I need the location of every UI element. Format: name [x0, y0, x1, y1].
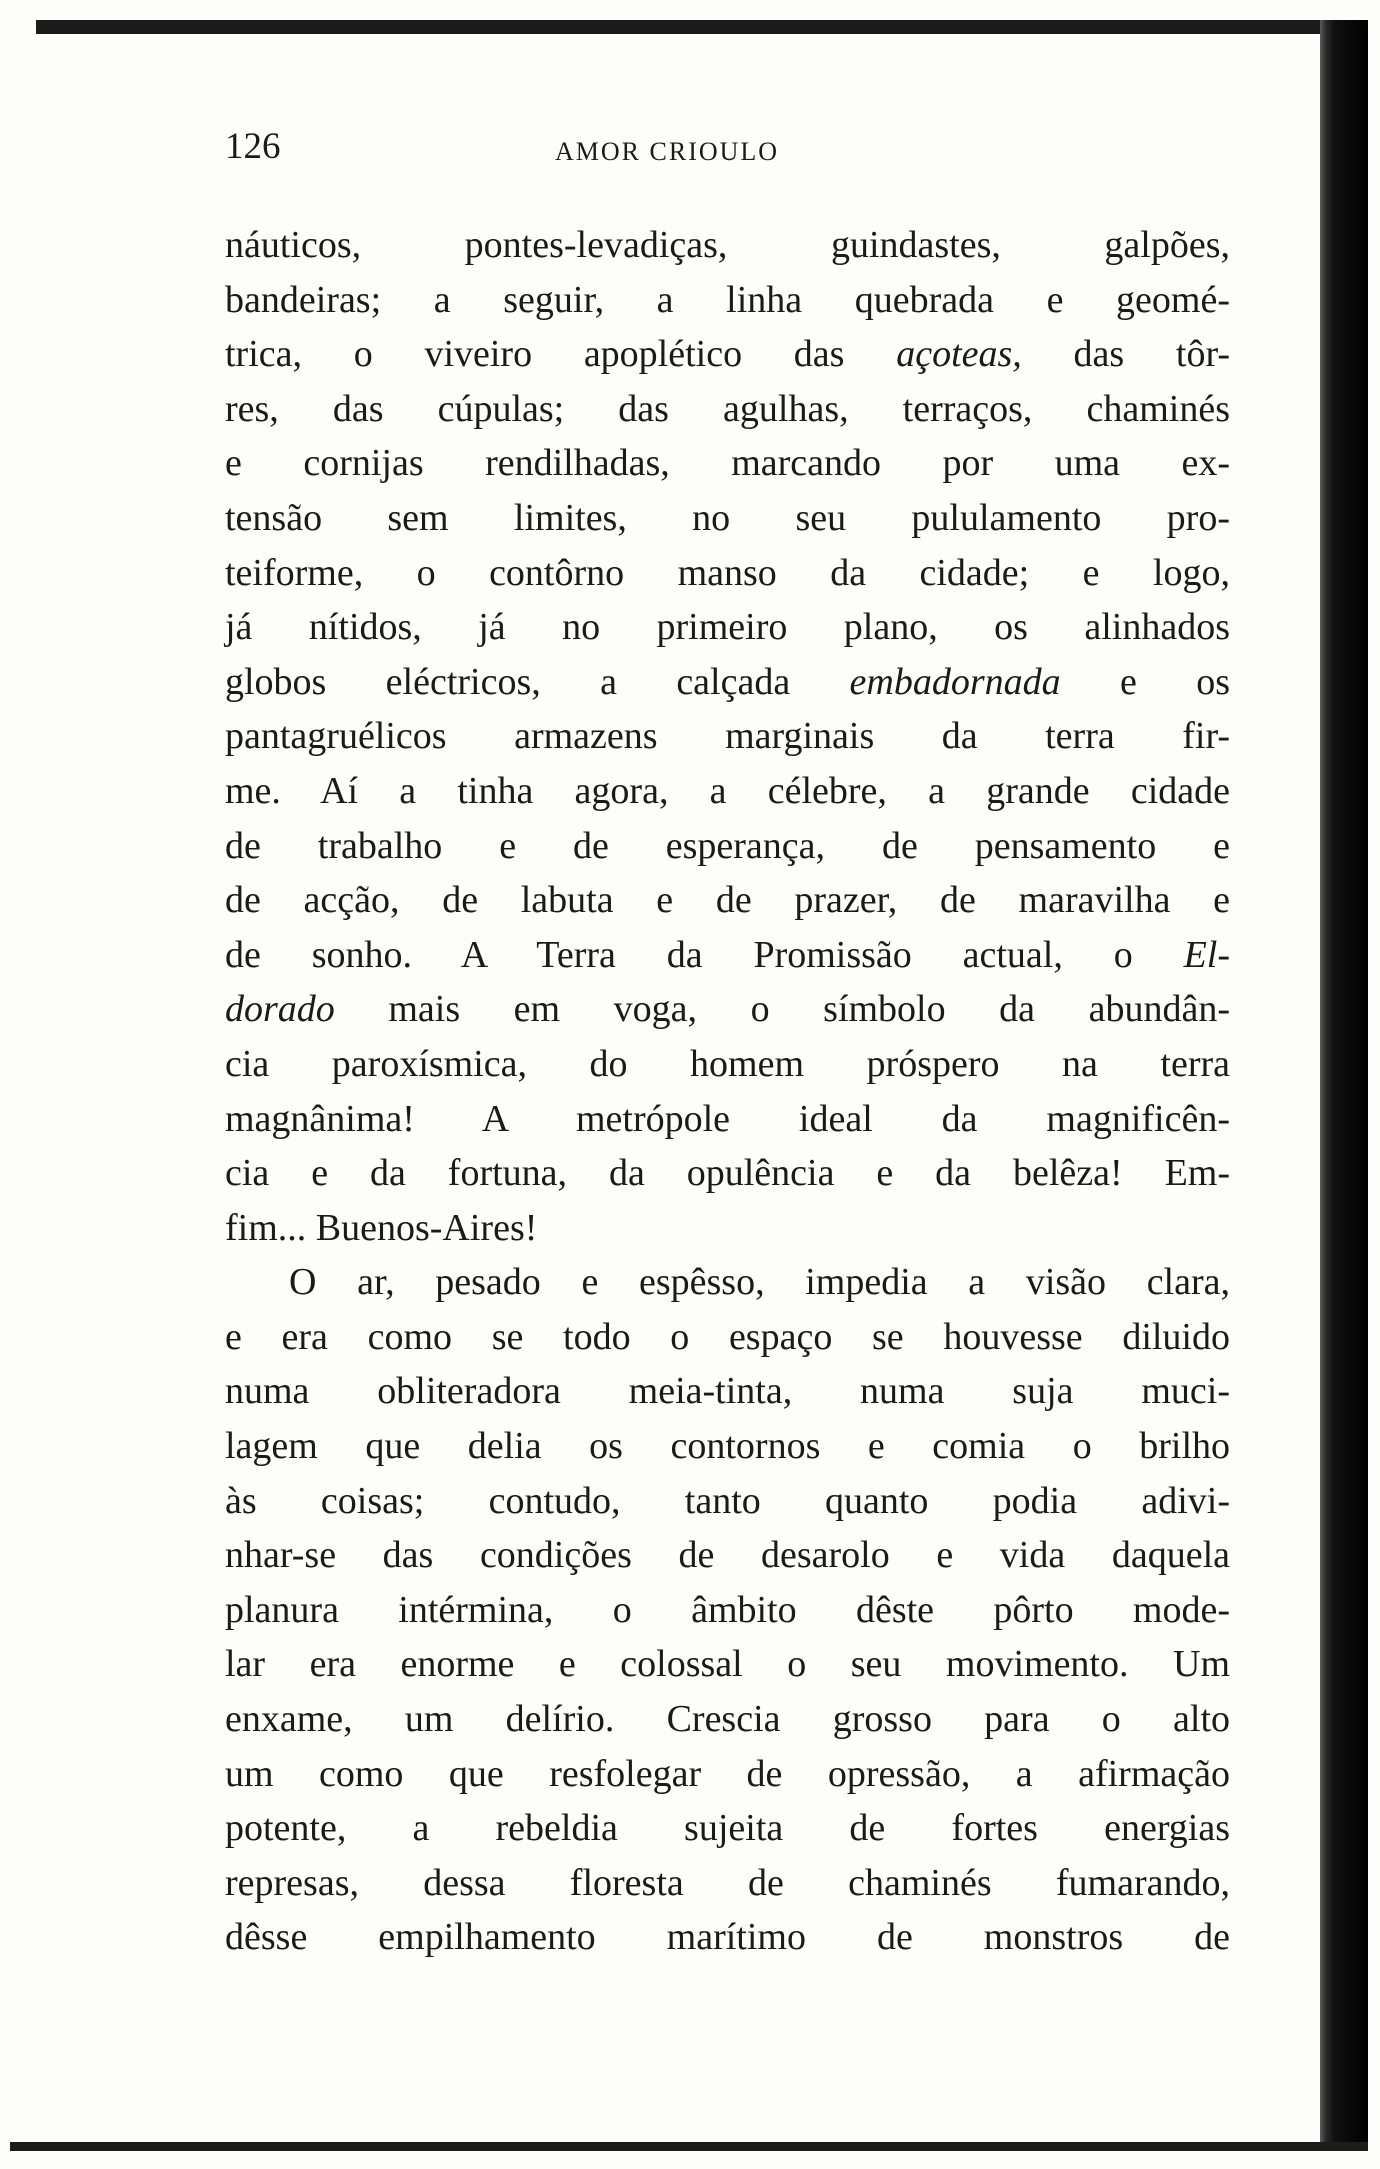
text-line: trica, o viveiro apoplético das açoteas, das tôr-: [225, 333, 1230, 376]
text-line: às coisas; contudo, tanto quanto podia adivi-: [225, 1479, 1230, 1522]
text-line: teiforme, o contôrno manso da cidade; e logo,: [225, 551, 1230, 594]
text-line: pantagruélicos armazens marginais da terra fir-: [225, 715, 1230, 758]
running-title: AMOR CRIOULO: [555, 137, 780, 166]
text-line: represas, dessa floresta de chaminés fumarando,: [225, 1861, 1230, 1904]
text-line: já nítidos, já no primeiro plano, os alinhados: [225, 606, 1230, 649]
italic-term: El-: [1183, 933, 1230, 976]
text-line: de sonho. A Terra da Promissão actual, o El-: [225, 933, 1230, 976]
text-line: cia e da fortuna, da opulência e da belêza! Em-: [225, 1152, 1230, 1195]
text-line: nhar-se das condições de desarolo e vida daquela: [225, 1534, 1230, 1577]
scan-border-top: [36, 20, 1362, 34]
text-line: de acção, de labuta e de prazer, de maravilha e: [225, 879, 1230, 922]
text-line: planura intérmina, o âmbito dêste pôrto mode-: [225, 1588, 1230, 1631]
text-line: magnânima! A metrópole ideal da magnificên-: [225, 1097, 1230, 1140]
text-line: potente, a rebeldia sujeita de fortes energias: [225, 1807, 1230, 1850]
text-line: cia paroxísmica, do homem próspero na terra: [225, 1042, 1230, 1085]
scan-border-right: [1320, 20, 1368, 2145]
text-line: dorado mais em voga, o símbolo da abundân-: [225, 988, 1230, 1031]
text-line: fim... Buenos-Aires!: [225, 1206, 538, 1249]
text-line: lar era enorme e colossal o seu movimento. Um: [225, 1643, 1230, 1686]
text-line: res, das cúpulas; das agulhas, terraços, chaminés: [225, 387, 1230, 430]
text-line: dêsse empilhamento marítimo de monstros de: [225, 1916, 1230, 1959]
text-line: de trabalho e de esperança, de pensamento e: [225, 824, 1230, 867]
page-header: [225, 125, 1280, 185]
text-line: um como que resfolegar de opressão, a afirmação: [225, 1752, 1230, 1795]
text-line: me. Aí a tinha agora, a célebre, a grande cidade: [225, 769, 1230, 812]
text-line: tensão sem limites, no seu pululamento pro-: [225, 496, 1230, 539]
text-line: numa obliteradora meia-tinta, numa suja muci-: [225, 1370, 1230, 1413]
text-line: e cornijas rendilhadas, marcando por uma ex-: [225, 442, 1230, 485]
italic-term: dorado: [225, 988, 335, 1031]
text-line: náuticos, pontes-levadiças, guindastes, galpões,: [225, 224, 1230, 266]
text-line: e era como se todo o espaço se houvesse diluido: [225, 1315, 1230, 1358]
text-line: bandeiras; a seguir, a linha quebrada e geomé-: [225, 278, 1230, 321]
text-line: globos eléctricos, a calçada embadornada e os: [225, 660, 1230, 703]
text-line: O ar, pesado e espêsso, impedia a visão clara,: [289, 1261, 1230, 1304]
body-text: [225, 218, 1230, 1965]
scan-border-bottom: [10, 2142, 1368, 2151]
page-number: 126: [225, 126, 281, 167]
text-line: enxame, um delírio. Crescia grosso para o alto: [225, 1698, 1230, 1741]
italic-term: embadornada: [849, 660, 1061, 703]
italic-term: açoteas,: [896, 333, 1022, 376]
text-line: lagem que delia os contornos e comia o brilho: [225, 1425, 1230, 1468]
